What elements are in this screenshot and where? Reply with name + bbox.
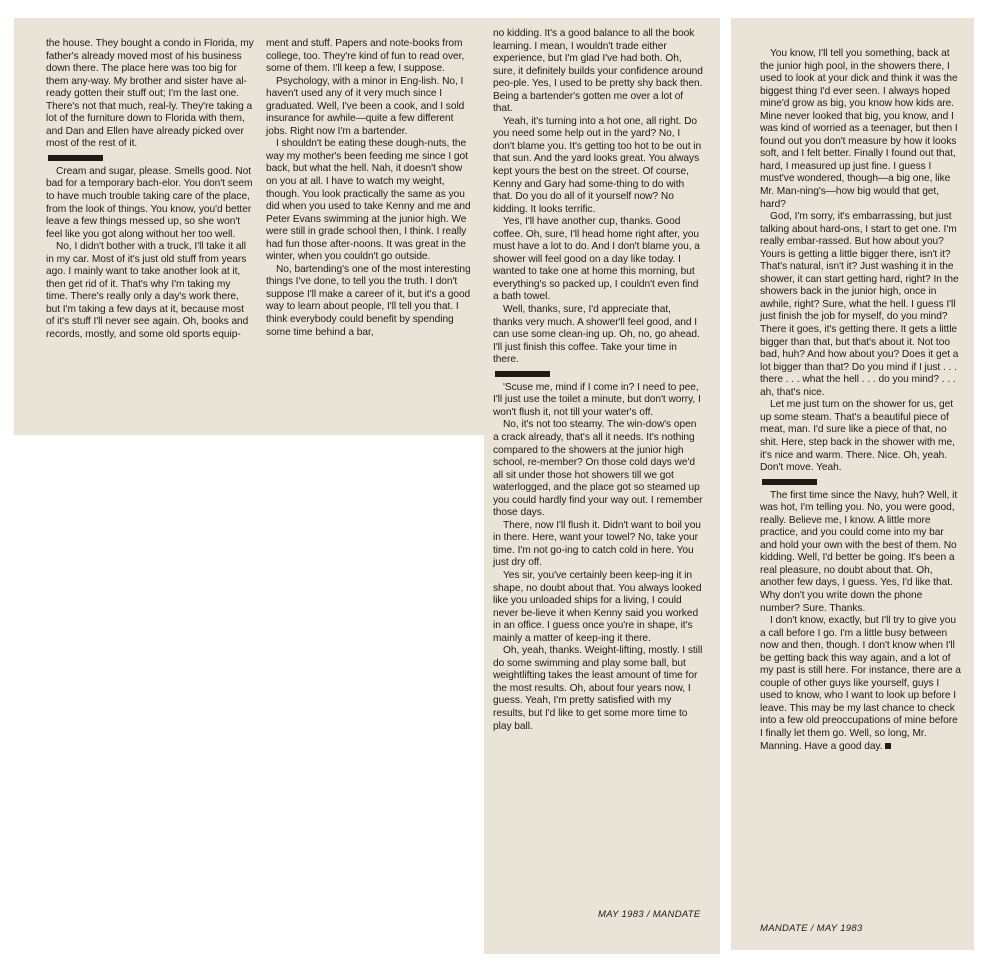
folio-right: MANDATE / MAY 1983: [760, 923, 863, 934]
paragraph: [46, 241, 254, 341]
paragraph-text: Cream and sugar, please. Smells good. Not bad for a temporary bach-elor. You don't seem to have much trouble taking care of the place, from the look of things. You know, you'd better leave a few things messed up, so she won't feel like you got along without her too well.: [46, 165, 253, 240]
text-column-4: [760, 48, 961, 753]
paragraph: [493, 304, 703, 367]
paragraph: [266, 264, 476, 339]
paragraph: [493, 645, 703, 733]
paragraph: [493, 28, 703, 116]
paragraph-text: There, now I'll flush it. Didn't want to boil you in there. Here, want your towel? No, take your time. I'm not go-ing to catch cold in here. You just dry off.: [493, 519, 701, 569]
paragraph: [266, 138, 476, 263]
folio-left: MAY 1983 / MANDATE: [598, 909, 701, 920]
paragraph: [493, 382, 703, 420]
paragraph: [493, 520, 703, 570]
paragraph: [266, 38, 476, 76]
paragraph-text: No, I didn't bother with a truck, I'll take it all in my car. Most of it's just old stuff from years ago. I mainly want to take another look at it, then get rid of it. That's why I'm taking my time. There's really only a day's work there, but I'm taking a few days at it, because most of it's stuff I'll never see again. Oh, books and records, mostly, and some old sports equip-: [46, 241, 249, 341]
paragraph-text: Psychology, with a minor in Eng-lish. No, I haven't used any of it very much since I graduated. Well, I've been a cook, and I sold insurance for awhile—quite a few different jobs. Right now I'm a bartender.: [266, 75, 465, 137]
paragraph-text: You know, I'll tell you something, back at the junior high pool, in the showers there, I used to look at your dick and think it was the biggest thing I'd ever seen. I always hoped mine'd grow as big, you know how kids are. Mine never looked that big, you know, and I was kind of worried as a teenager, but then I found out you don't measure by how it looks soft, and I felt better. Finally I found out that, hard, I measured up just fine. I guess I must've wondered, though—a big one, like Mr. Man-ning's—how big would that get, hard?: [760, 48, 958, 210]
paragraph-text: Oh, yeah, thanks. Weight-lifting, mostly. I still do some swimming and play some ball, but weightlifting takes the least amount of time for the most results. Oh, about four years now, I guess. Yeah, I'm pretty satisfied with my results, but I'd like to get some more time to play ball.: [493, 645, 703, 732]
paragraph: [760, 615, 961, 753]
paragraph-text: I shouldn't be eating these dough-nuts, the way my mother's been feeding me since I got back, but what the hell. Nah, it doesn't show on you at all. I have to watch my weight, though. You look practically the same as you did when you used to take Kenny and me and Peter Evans swimming at the junior high. We were still in grade school then, I think. I really had fun those after-noons. It was great in the winter, when you couldn't go outside.: [266, 138, 471, 263]
paragraph: [760, 399, 961, 474]
paragraph-text: Yes sir, you've certainly been keep-ing it in shape, no doubt about that. You always looked like you unloaded ships for a living, I could never be-lieve it when Kenny said you worked in an office. I guess once you're in shape, it's mainly a matter of keep-ing it there.: [493, 569, 702, 644]
paragraph-text: The first time since the Navy, huh? Well, it was hot, I'm telling you. No, you were good, really. Believe me, I know. A little more practice, and you could come into my bar and hold your own with the best of them. No kidding. Well, I'd better be going. It's been a real pleasure, no doubt about that. Oh, another few days, I guess. Yes, I'd like that. Why don't you write down the phone number? Sure. Thanks.: [760, 489, 958, 614]
paragraph-text: No, bartending's one of the most interesting things I've done, to tell you the truth. I don't suppose I'll make a career of it, but it's a good way to learn about people, I'll tell you that. I think everybody could benefit by spending some time behind a bar,: [266, 263, 471, 338]
text-column-3: [493, 28, 703, 733]
paragraph: [46, 166, 254, 241]
paragraph-text: Let me just turn on the shower for us, get up some steam. That's a beautiful piece of meat, man. I'd sure like a piece of that, no shit. Here, step back in the shower with me, it's nice and warm. There. Nice. Oh, yeah. Don't move. Yeah.: [760, 399, 955, 474]
paragraph-text: Well, thanks, sure, I'd appreciate that, thanks very much. A shower'll feel good, and I can use some clean-ing up. Oh, no, go ahead. I'll just finish this coffee. Take your time in there.: [493, 304, 700, 366]
paragraph: [493, 570, 703, 645]
paragraph-text: ment and stuff. Papers and note-books from college, too. They're kind of fun to read over, some of them. I'll keep a few, I suppose.: [266, 38, 465, 75]
section-divider-bar: [495, 371, 550, 377]
paragraph: [266, 76, 476, 139]
paragraph: [46, 38, 254, 151]
paragraph-text: I don't know, exactly, but I'll try to give you a call before I go. I'm a little busy between now and then, though. I don't know when I'll be getting back this way again, and a lot of my past is still here. For instance, there are a couple of other guys like yourself, guys I used to know, who I want to look up before I leave. This may be my last chance to check into a few old preoccupations of mine before I finally let them go. Well, so long, Mr. Manning. Have a good day.: [760, 615, 961, 752]
paragraph: [493, 216, 703, 304]
section-divider-bar: [762, 479, 817, 485]
end-of-article-mark: [885, 743, 891, 749]
paragraph: [760, 211, 961, 399]
text-column-1: [46, 38, 254, 342]
paragraph: [760, 490, 961, 615]
paragraph: [760, 48, 961, 211]
paragraph-text: the house. They bought a condo in Florida, my father's already moved most of his business down there. The place here was too big for them any-way. My brother and sister have al-ready gotten their stuff out; I'm the last one. There's not that much, real-ly. They're taking a lot of the furniture down to Florida with them, and Dan and Ellen have already picked over most of the rest of it.: [46, 38, 254, 150]
paragraph: [493, 419, 703, 519]
paragraph-text: Yes, I'll have another cup, thanks. Good coffee. Oh, sure, I'll head home right after, you must have a lot to do. And I don't blame you, a shower will feel good on a day like today. I wanted to take one at home this morning, but everything's so packed up, I couldn't even find a bath towel.: [493, 216, 700, 303]
paragraph-text: no kidding. It's a good balance to all the book learning. I mean, I wouldn't trade either experience, but I'm glad I've had both. Oh, sure, it definitely builds your confidence around peo-ple. Yes, I used to be pretty shy back then. Being a bartender's gotten me over a lot of that.: [493, 28, 703, 115]
paragraph-text: God, I'm sorry, it's embarrassing, but just talking about hard-ons, I start to get one. I'm really embar-rassed. But how about you? Yours is getting a little bigger there, isn't it? That's natural, isn't it? Just washing it in the shower, it can start getting hard, right? In the showers back in the junior high, once in awhile, right? Sure, what the hell. I guess I'll just finish the job for myself, do you mind? There it goes, it's getting there. It gets a little bigger than that, but that's about it. Not too bad, huh? And how about you? Does it get a lot bigger than that? Do you mind if I just . . . there . . . what the hell . . . do you mind? . . . ah, that's nice.: [760, 211, 959, 398]
paragraph-text: 'Scuse me, mind if I come in? I need to pee, I'll just use the toilet a minute, but don't worry, I won't flush it, not till your water's off.: [493, 381, 701, 418]
paragraph: [493, 116, 703, 216]
text-column-2: [266, 38, 476, 339]
paragraph-text: No, it's not too steamy. The win-dow's open a crack already, that's all it needs. It's nothing compared to the showers at the junior high school, re-member? On those cold days we'd all sit under those hot showers till we got waterlogged, and the place got so steamed up you could hardly find your way out. I remember those days.: [493, 419, 703, 519]
section-divider-bar: [48, 155, 103, 161]
paragraph-text: Yeah, it's turning into a hot one, all right. Do you need some help out in the yard? No, I don't blame you. It's getting too hot to be out in that sun. And the yard looks great. You always kept yours the best on the street. Of course, Kenny and Gary had some-thing to do with that. Do you do all of it yourself now? No kidding. It looks terrific.: [493, 115, 702, 215]
